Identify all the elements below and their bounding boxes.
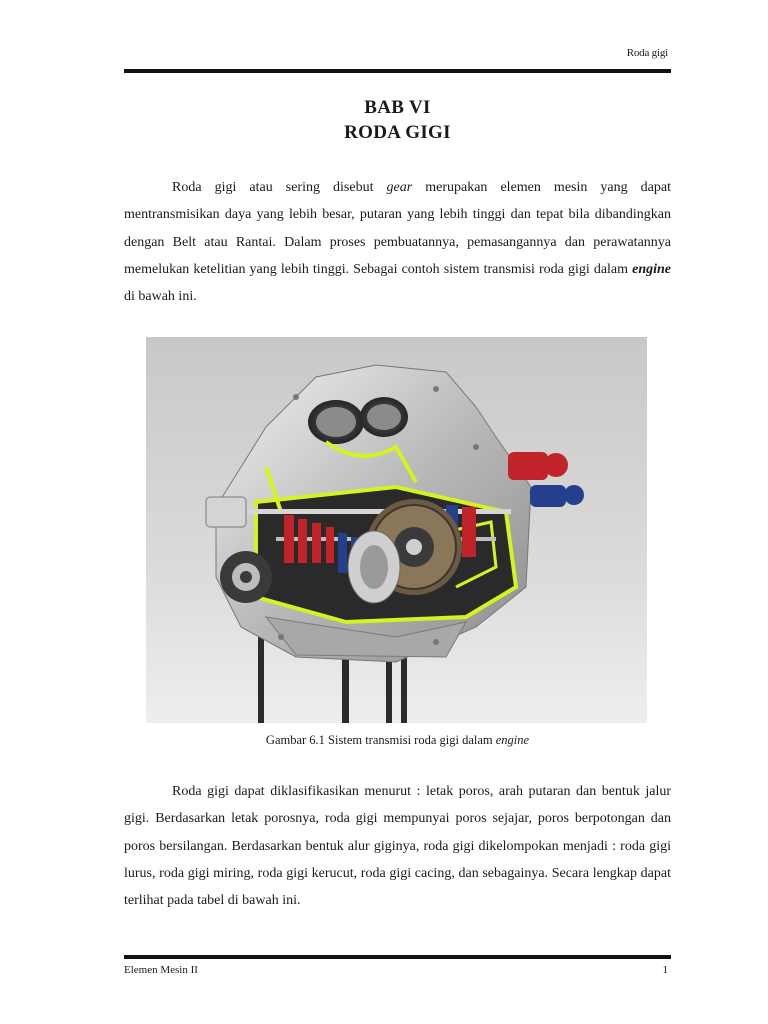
term-gear: gear xyxy=(386,180,413,195)
classification-text: Roda gigi dapat diklasifikasikan menurut : letak poros, arah putaran dan bentuk jalur gigi. Berdasarkan letak porosnya, roda gigi mempunyai poros sejajar, poros berpotongan dan poros bersilangan. Berdasarkan bentuk alur giginya, roda gigi dikelompokan menjadi : roda gigi lurus, roda gigi miring, roda gigi kerucut, roda gigi cacing, dan sebagainya. Secara lengkap dapat terlihat pada tabel di bawah ini. xyxy=(124,784,671,909)
engine-cutaway-figure xyxy=(146,337,647,723)
chapter-title: RODA GIGI xyxy=(344,122,451,143)
chapter-number: BAB VI xyxy=(364,97,431,118)
intro-lead: Roda gigi atau sering disebut xyxy=(172,180,387,195)
classification-paragraph xyxy=(124,778,671,914)
engine-illustration xyxy=(146,337,647,723)
header-rule xyxy=(124,69,671,73)
chapter-heading xyxy=(124,95,671,145)
figure-caption xyxy=(124,733,671,748)
intro-middle: merupakan elemen mesin yang dapat mentransmisikan daya yang lebih besar, putaran yang lebih tinggi dan tepat bila dibandingkan dengan Belt atau Rantai. Dalam proses pembuatannya, pemasangannya dan perawatannya memelukan ketelitian yang lebih tinggi. Sebagai contoh sistem transmisi roda gigi dalam xyxy=(124,180,671,277)
page-number: 1 xyxy=(662,964,668,976)
caption-text: Gambar 6.1 Sistem transmisi roda gigi dalam xyxy=(265,733,496,747)
term-engine: engine xyxy=(632,261,671,277)
footer-rule xyxy=(124,955,671,959)
running-header: Roda gigi xyxy=(626,47,668,59)
intro-paragraph xyxy=(124,174,671,310)
footer-course-title: Elemen Mesin II xyxy=(124,964,198,976)
intro-tail: di bawah ini. xyxy=(124,289,197,305)
caption-term-engine: engine xyxy=(495,733,530,747)
